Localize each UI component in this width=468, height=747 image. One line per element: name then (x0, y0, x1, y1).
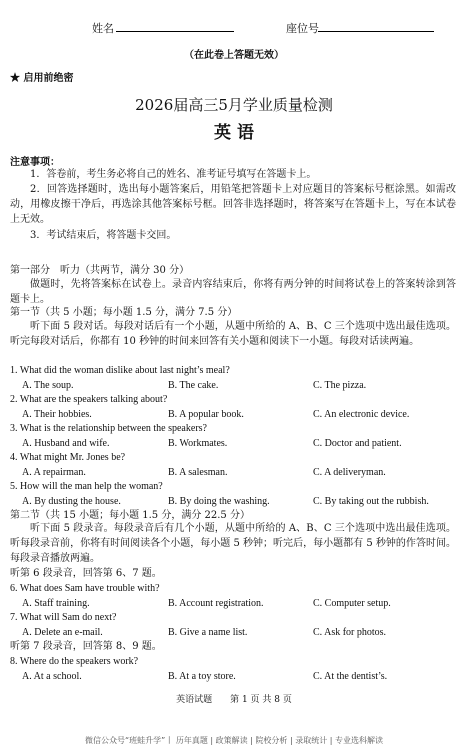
q7-option-b: B. Give a name list. (168, 627, 248, 638)
q5-option-b: B. By doing the washing. (168, 496, 270, 507)
q2-option-b: B. A popular book. (168, 409, 244, 420)
note-item-3: 3．考试结束后，将答题卡交回。 (30, 230, 177, 241)
listen-6-7: 听第 6 段录音，回答第 6、7 题。 (10, 568, 162, 579)
q3-option-a: A. Husband and wife. (22, 438, 110, 449)
q5-option-c: C. By taking out the rubbish. (313, 496, 429, 507)
q2-option-c: C. An electronic device. (313, 409, 410, 420)
q5-option-a: A. By dusting the house. (22, 496, 121, 507)
q2-option-a: A. Their hobbies. (22, 409, 92, 420)
q6-option-a: A. Staff training. (22, 598, 90, 609)
q7-option-a: A. Delete an e-mail. (22, 627, 103, 638)
question-4: 4. What might Mr. Jones be? (10, 452, 126, 463)
section1-heading: 第一节（共 5 小题；每小题 1.5 分，满分 7.5 分） (10, 307, 238, 318)
q6-option-b: B. Account registration. (168, 598, 264, 609)
page-footer: 英语试题 第 1 页 共 8 页 (176, 695, 292, 705)
question-1: 1. What did the woman dislike about last night’s meal? (10, 365, 230, 376)
question-2: 2. What are the speakers talking about? (10, 394, 168, 405)
candidate-info-row (0, 20, 468, 36)
q8-option-a: A. At a school. (22, 671, 82, 682)
q4-option-b: B. A salesman. (168, 467, 228, 478)
q4-option-a: A. A repairman. (22, 467, 86, 478)
q1-option-a: A. The soup. (22, 380, 74, 391)
note-item-2: 2．回答选择题时，选出每小题答案后，用铅笔把答题卡上对应题目的答案标号框涂黑。如需改动，用橡皮擦干净后，再选涂其他答案标号框。回答非选择题时，将答案写在答题卡上，写在本试卷上无效。 (10, 184, 456, 225)
seat-field[interactable] (318, 20, 434, 32)
subject-title: 英 语 (214, 123, 254, 143)
question-7: 7. What will Sam do next? (10, 612, 117, 623)
q7-option-c: C. Ask for photos. (313, 627, 387, 638)
listen-8-9: 听第 7 段录音，回答第 8、9 题。 (10, 641, 162, 652)
part1-heading: 第一部分 听力（共两节，满分 30 分） (10, 265, 190, 276)
exam-title: 2026届高三5月学业质量检测 (135, 96, 333, 114)
question-3: 3. What is the relationship between the speakers? (10, 423, 207, 434)
question-5: 5. How will the man help the woman? (10, 481, 163, 492)
question-6: 6. What does Sam have trouble with? (10, 583, 160, 594)
q8-option-c: C. At the dentist’s. (313, 671, 388, 682)
q3-option-c: C. Doctor and patient. (313, 438, 402, 449)
q3-option-b: B. Workmates. (168, 438, 228, 449)
notes-heading: 注意事项： (10, 157, 60, 168)
name-label: 姓名 (92, 22, 114, 35)
q4-option-c: C. A deliveryman. (313, 467, 386, 478)
q1-option-b: B. The cake. (168, 380, 219, 391)
section1-intro: 听下面 5 段对话。每段对话后有一个小题，从题中所给的 A、B、C 三个选项中选出最佳选项。听完每段对话后，你都有 10 秒钟的时间来回答有关小题和阅读下一小题。每段对话读两遍。 (10, 321, 456, 347)
q6-option-c: C. Computer setup. (313, 598, 391, 609)
section2-heading: 第二节（共 15 小题；每小题 1.5 分，满分 22.5 分） (10, 510, 250, 521)
secret-mark: ★ 启用前绝密 (10, 73, 74, 84)
note-item-1: 1．答卷前，考生务必将自己的姓名、准考证号填写在答题卡上。 (30, 169, 317, 180)
bottom-banner: 微信公众号“班蛙升学”丨 历年真题 | 政策解读 | 院校分析 | 录取统计 | 专业选科解读 (85, 736, 383, 745)
q1-option-c: C. The pizza. (313, 380, 367, 391)
seat-label: 座位号 (286, 22, 319, 35)
section2-intro: 听下面 5 段录音。每段录音后有几个小题，从题中所给的 A、B、C 三个选项中选出最佳选项。听每段录音前，你将有时间阅读各个小题，每小题 5 秒钟；听完后，每小题都有 5 秒钟的作答时间。每段录音播放两遍。 (10, 523, 456, 564)
q8-option-b: B. At a toy store. (168, 671, 236, 682)
no-answer-note: （在此卷上答题无效） (184, 50, 284, 61)
question-8: 8. Where do the speakers work? (10, 656, 139, 667)
part1-intro: 做题时，先将答案标在试卷上。录音内容结束后，你将有两分钟的时间将试卷上的答案转涂到答题卡上。 (10, 279, 456, 305)
name-field[interactable] (116, 20, 234, 32)
